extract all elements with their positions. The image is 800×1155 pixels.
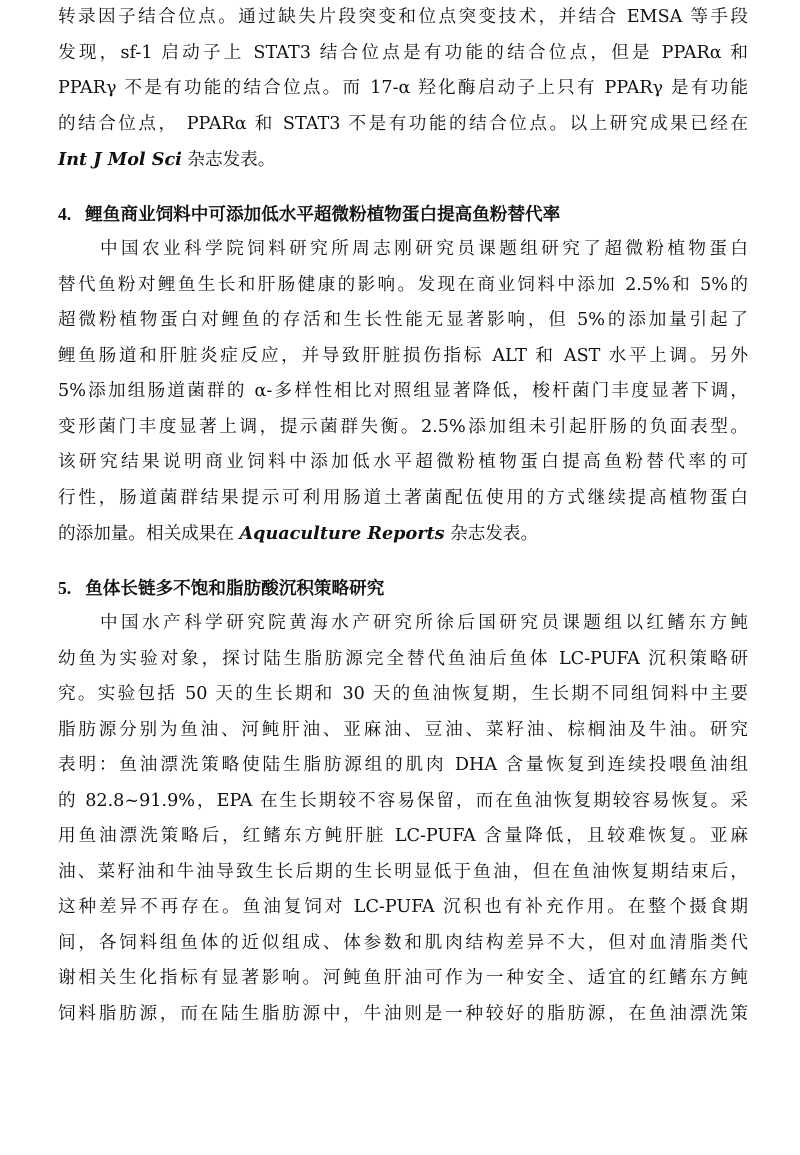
section-title: 鱼体长链多不饱和脂肪酸沉积策略研究: [85, 578, 385, 599]
paragraph-line: 谢相关生化指标有显著影响。河鲀鱼肝油可作为一种安全、适宜的红鳍东方鲀: [58, 968, 748, 988]
paragraph-text: 杂志发表。: [444, 524, 539, 544]
paragraph-text: 的添加量。相关成果在: [58, 524, 240, 544]
intro-paragraph: [58, 0, 748, 178]
paragraph-line: 脂肪源分别为鱼油、河鲀肝油、亚麻油、豆油、菜籽油、棕榈油及牛油。研究: [58, 719, 748, 740]
paragraph-line: 的 82.8~91.9%，EPA 在生长期较不容易保留，而在鱼油恢复期较容易恢复。采: [58, 790, 748, 811]
document-page: [58, 0, 748, 1032]
paragraph-line: 间，各饲料组鱼体的近似组成、体参数和肌肉结构差异不大，但对血清脂类代: [58, 932, 748, 953]
paragraph-line: PPARγ 不是有功能的结合位点。而 17-α 羟化酶启动子上只有 PPARγ 是有功能: [58, 78, 748, 98]
section-5-heading: [58, 571, 748, 607]
paragraph-line: 转录因子结合位点。通过缺失片段突变和位点突变技术，并结合 EMSA 等手段: [58, 7, 748, 27]
section-number: 4.: [58, 203, 72, 224]
paragraph-line: 中国农业科学院饲料研究所周志刚研究员课题组研究了超微粉植物蛋白: [58, 239, 748, 259]
paragraph-line: 表明：鱼油漂洗策略使陆生脂肪源组的肌肉 DHA 含量恢复到连续投喂鱼油组: [58, 755, 748, 775]
paragraph-line: 饲料脂肪源，而在陆生脂肪源中，牛油则是一种较好的脂肪源，在鱼油漂洗策: [58, 1003, 748, 1024]
journal-name: Int J Mol Sci: [58, 149, 182, 170]
paragraph-line: 变形菌门丰度显著上调，提示菌群失衡。2.5%添加组未引起肝肠的负面表型。: [58, 416, 748, 437]
paragraph-line-last: [58, 516, 748, 552]
paragraph-text: 杂志发表。: [181, 150, 276, 170]
section-4-paragraph: [58, 232, 748, 552]
section-title: 鲤鱼商业饲料中可添加低水平超微粉植物蛋白提高鱼粉替代率: [85, 204, 561, 225]
paragraph-line: 这种差异不再存在。鱼油复饲对 LC-PUFA 沉积也有补充作用。在整个摄食期: [58, 897, 748, 917]
paragraph-line-last: [58, 142, 748, 178]
section-5-paragraph: [58, 606, 748, 1032]
section-4-heading: [58, 197, 748, 233]
paragraph-line: 油、菜籽油和牛油导致生长后期的生长明显低于鱼油，但在鱼油恢复期结束后，: [58, 861, 748, 882]
paragraph-line: 中国水产科学研究院黄海水产研究所徐后国研究员课题组以红鳍东方鲀: [58, 613, 748, 633]
paragraph-line: 该研究结果说明商业饲料中添加低水平超微粉植物蛋白提高鱼粉替代率的可: [58, 452, 748, 472]
paragraph-line: 用鱼油漂洗策略后，红鳍东方鲀肝脏 LC-PUFA 含量降低，且较难恢复。亚麻: [58, 826, 748, 846]
journal-name: Aquaculture Reports: [239, 523, 445, 544]
paragraph-line: 替代鱼粉对鲤鱼生长和肝肠健康的影响。发现在商业饲料中添加 2.5%和 5%的: [58, 274, 748, 295]
paragraph-line: 行性，肠道菌群结果提示可利用肠道土著菌配伍使用的方式继续提高植物蛋白: [58, 487, 748, 508]
paragraph-line: 幼鱼为实验对象，探讨陆生脂肪源完全替代鱼油后鱼体 LC-PUFA 沉积策略研: [58, 648, 748, 669]
paragraph-line: 究。实验包括 50 天的生长期和 30 天的鱼油恢复期，生长期不同组饲料中主要: [58, 684, 748, 704]
paragraph-line: 发现，sf-1 启动子上 STAT3 结合位点是有功能的结合位点，但是 PPARα 和: [58, 42, 748, 63]
paragraph-line: 超微粉植物蛋白对鲤鱼的存活和生长性能无显著影响，但 5%的添加量引起了: [58, 310, 748, 330]
paragraph-line: 的结合位点， PPARα 和 STAT3 不是有功能的结合位点。以上研究成果已经在: [58, 113, 748, 134]
paragraph-line: 5%添加组肠道菌群的 α-多样性相比对照组显著降低，梭杆菌门丰度显著下调，: [58, 381, 748, 401]
section-number: 5.: [58, 577, 72, 598]
paragraph-line: 鲤鱼肠道和肝脏炎症反应，并导致肝脏损伤指标 ALT 和 AST 水平上调。另外: [58, 345, 748, 366]
